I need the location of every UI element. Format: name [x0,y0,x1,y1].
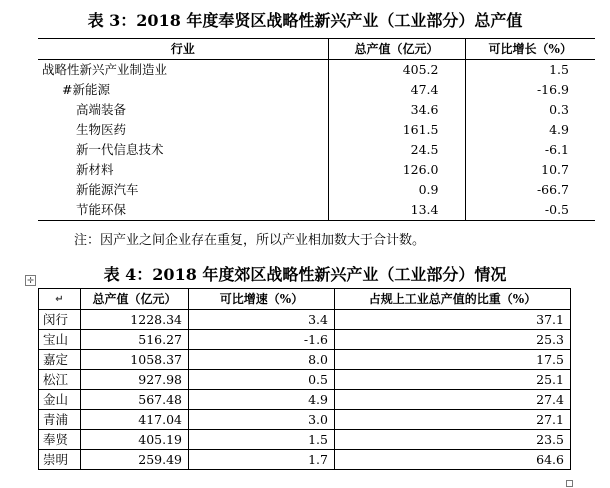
industry-output: 24.5 [328,140,465,160]
region-output: 259.49 [81,450,189,470]
table3-header-industry: 行业 [170,42,195,56]
industry-name: 新材料 [76,162,114,177]
region-name: 青浦 [39,410,81,430]
table-row [38,140,595,160]
region-share: 23.5 [335,430,571,450]
industry-output: 13.4 [328,200,465,221]
table-row [38,100,595,120]
table4-title: 表 4：2018 年度郊区战略性新兴产业（工业部分）情况 [103,265,507,284]
table-row [38,160,595,180]
region-share: 64.6 [335,450,571,470]
region-growth: 1.5 [189,430,335,450]
region-name: 金山 [39,390,81,410]
industry-name: 高端装备 [76,102,127,117]
table4 [38,288,571,470]
table-row [38,180,595,200]
region-output: 1228.34 [81,310,189,330]
table3-header-growth: 可比增长（%） [465,39,595,60]
industry-growth: -66.7 [465,180,595,200]
region-name: 闵行 [39,310,81,330]
table-row [39,370,571,390]
table3 [38,38,595,221]
region-output: 1058.37 [81,350,189,370]
table-row [38,80,595,100]
region-growth: 0.5 [189,370,335,390]
paragraph-mark-icon: ↵ [55,294,64,305]
industry-name: #新能源 [62,82,110,97]
region-name: 松江 [39,370,81,390]
table-resize-handle[interactable] [566,480,573,487]
table4-header-output: 总产值（亿元） [81,289,189,310]
industry-growth: -6.1 [465,140,595,160]
table4-header-blank [39,289,81,310]
region-share: 25.1 [335,370,571,390]
region-growth: 8.0 [189,350,335,370]
industry-output: 47.4 [328,80,465,100]
table-row [39,390,571,410]
industry-growth: 10.7 [465,160,595,180]
industry-name: 节能环保 [76,202,127,217]
table3-note: 注：因产业之间企业存在重复，所以产业相加数大于合计数。 [74,233,426,248]
region-name: 宝山 [39,330,81,350]
industry-output: 0.9 [328,180,465,200]
industry-output: 405.2 [328,60,465,81]
table3-header-row [38,39,595,60]
region-output: 567.48 [81,390,189,410]
region-name: 崇明 [39,450,81,470]
move-handle-icon[interactable]: ✛ [25,275,36,286]
table4-header-row [39,289,571,310]
table3-title: 表 3：2018 年度奉贤区战略性新兴产业（工业部分）总产值 [87,11,523,30]
table-row [38,200,595,221]
region-growth: 4.9 [189,390,335,410]
table3-header-output: 总产值（亿元） [328,39,465,60]
region-share: 17.5 [335,350,571,370]
industry-growth: -16.9 [465,80,595,100]
table-row [38,120,595,140]
industry-growth: -0.5 [465,200,595,221]
region-output: 927.98 [81,370,189,390]
region-growth: 1.7 [189,450,335,470]
table-row [38,60,595,81]
table-row [39,430,571,450]
table4-header-share: 占规上工业总产值的比重（%） [335,289,571,310]
industry-growth: 0.3 [465,100,595,120]
table-row [39,350,571,370]
region-growth: 3.4 [189,310,335,330]
table-row [39,310,571,330]
industry-output: 161.5 [328,120,465,140]
industry-output: 34.6 [328,100,465,120]
region-growth: 3.0 [189,410,335,430]
region-share: 25.3 [335,330,571,350]
region-output: 417.04 [81,410,189,430]
region-output: 516.27 [81,330,189,350]
region-share: 27.1 [335,410,571,430]
industry-name: 新能源汽车 [76,182,139,197]
region-share: 37.1 [335,310,571,330]
region-output: 405.19 [81,430,189,450]
region-name: 奉贤 [39,430,81,450]
industry-name: 战略性新兴产业制造业 [42,62,168,77]
table-row [39,330,571,350]
region-name: 嘉定 [39,350,81,370]
industry-output: 126.0 [328,160,465,180]
region-share: 27.4 [335,390,571,410]
industry-growth: 4.9 [465,120,595,140]
industry-name: 生物医药 [76,122,127,137]
table4-header-growth: 可比增速（%） [189,289,335,310]
table-row [39,410,571,430]
industry-name: 新一代信息技术 [76,142,164,157]
industry-growth: 1.5 [465,60,595,81]
region-growth: -1.6 [189,330,335,350]
table-row [39,450,571,470]
